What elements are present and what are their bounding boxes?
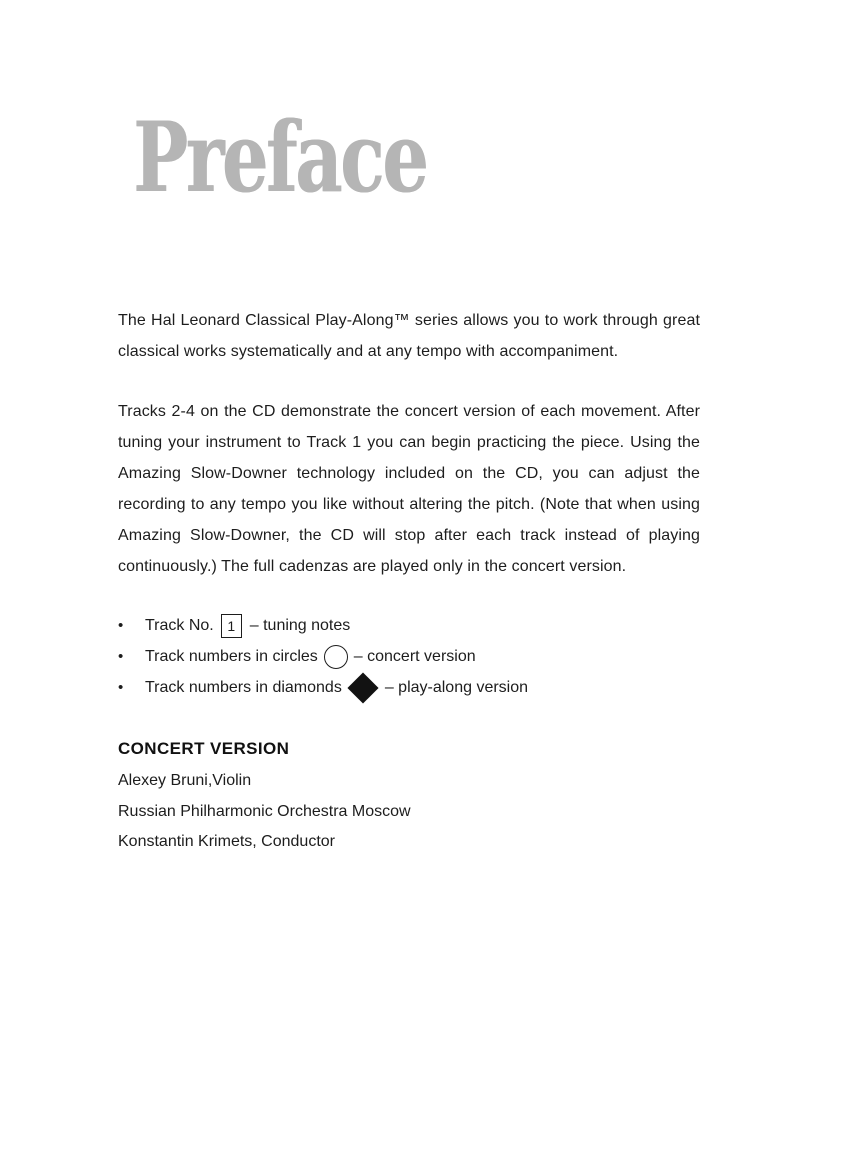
credit-line-soloist: Alexey Bruni,Violin: [118, 772, 252, 789]
track-number-circle-icon: [324, 645, 348, 669]
track-number-square-icon: [221, 614, 242, 638]
bullet-icon: •: [118, 617, 124, 634]
legend-text-before: Track No.: [145, 616, 214, 634]
legend-text-after: – play-along version: [384, 678, 529, 696]
preface-title: Preface: [133, 101, 427, 214]
track-number-diamond-icon: [347, 672, 378, 703]
legend-item-concert-version: [118, 641, 700, 672]
credit-line-conductor: Konstantin Krimets, Conductor: [118, 833, 335, 850]
concert-version-credits: [118, 766, 700, 858]
bullet-icon: •: [118, 679, 124, 696]
instructions-paragraph: Tracks 2-4 on the CD demonstrate the concert version of each movement. After tuning your instrument to Track 1 you can begin practicing the piece. Using the Amazing Slow-Downer technology included on the CD, you can adjust the recording to any tempo you like without altering the pitch. (Note that when using Amazing Slow-Downer, the CD will stop after each track instead of playing continuously.) The full cadenzas are played only in the concert version.: [118, 403, 700, 575]
legend-text-before: Track numbers in diamonds: [145, 678, 342, 696]
legend-item-tuning-notes: [118, 610, 700, 641]
track-number-label: 1: [227, 617, 236, 634]
concert-version-heading: CONCERT VERSION: [118, 739, 290, 758]
intro-paragraph: The Hal Leonard Classical Play-Along™ series allows you to work through great classical works systematically and at any tempo with accompaniment.: [118, 312, 700, 360]
track-legend-list: [118, 610, 700, 703]
legend-text-after: – tuning notes: [249, 616, 351, 634]
legend-text-before: Track numbers in circles: [145, 647, 318, 665]
bullet-icon: •: [118, 648, 124, 665]
credit-line-orchestra: Russian Philharmonic Orchestra Moscow: [118, 802, 411, 820]
legend-text-after: – concert version: [353, 647, 476, 665]
legend-item-play-along-version: [118, 672, 700, 703]
